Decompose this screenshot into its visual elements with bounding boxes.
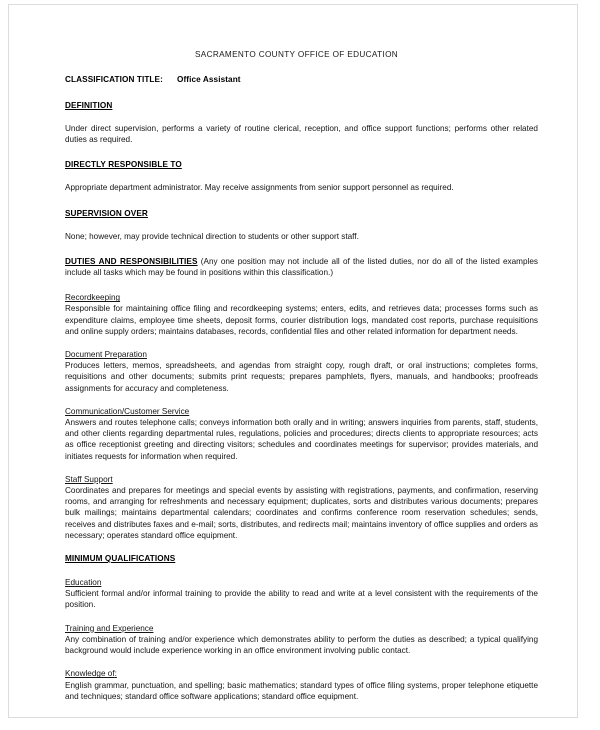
duty-body: Coordinates and prepares for meetings and special events by assisting with registrations, payments, and confirmation, reserving rooms, and arranging for refreshments and necessary equipment; duplicates, sorts and distributes various documents; prepares bulk mailings; maintains departmental calendars; coordinates and confirms conference room reservation schedules; sends, receives and distributes faxes and e-mail; sorts, distributes, and redirects mail; maintains inventory of office supplies and orders as necessary; operates standard office equipment.	[65, 486, 538, 540]
section-body-directly-responsible-to: Appropriate department administrator. May receive assignments from senior support personnel as required.	[65, 183, 454, 193]
duty-item	[65, 474, 538, 541]
duties-heading-qualifier: (Any one position may not include all of the listed duties, nor do all of the listed examples include all tasks which may be found in positions within this classification.)	[65, 256, 538, 278]
qualification-subheading-colon: :	[114, 669, 117, 679]
section-heading-supervision-over: SUPERVISION OVER	[65, 208, 148, 218]
qualification-subheading-knowledge	[65, 668, 538, 679]
section-heading-minimum-qualifications: MINIMUM QUALIFICATIONS	[65, 554, 176, 564]
duty-body: Produces letters, memos, spreadsheets, and agendas from straight copy, rough draft, or oral instructions; completes forms, requisitions and other documents; submits print requests; prepares pamphlets, flyers, manuals, and handbooks; proofreads assignments for accuracy and completeness.	[65, 361, 538, 393]
classification-title-line	[65, 74, 538, 85]
duty-body: Responsible for maintaining office filing and recordkeeping systems; enters, edits, and retrieves data; processes forms such as expenditure claims, employee time sheets, deposit forms, courier distribution logs, mandated cost reports, purchase requisitions and online supply orders; maintains databases, records, confidential files and other related information for department needs.	[65, 304, 538, 336]
qualification-item	[65, 623, 538, 657]
section-body-supervision-over: None; however, may provide technical direction to students or other support staff.	[65, 231, 359, 241]
section-heading-definition: DEFINITION	[65, 101, 113, 110]
qualification-item	[65, 577, 538, 611]
document-page	[8, 4, 578, 718]
organization-title: SACRAMENTO COUNTY OFFICE OF EDUCATION	[194, 50, 399, 59]
duty-item	[65, 292, 538, 337]
duty-subheading: Recordkeeping	[65, 293, 121, 303]
duties-heading-text: DUTIES AND RESPONSIBILITIES	[65, 256, 198, 266]
qualification-subheading: Education	[65, 578, 102, 588]
section-body-definition: Under direct supervision, performs a variety of routine clerical, reception, and office support functions; performs other related duties as required.	[65, 124, 538, 145]
qualification-body: Sufficient formal and/or informal training to provide the ability to read and write at a level consistent with the requirements of the position.	[65, 589, 538, 610]
duty-item	[65, 349, 538, 394]
duty-subheading: Staff Support	[65, 474, 113, 484]
duty-subheading: Document Preparation	[65, 350, 147, 360]
duty-item	[65, 406, 538, 462]
section-heading-directly-responsible-to: DIRECTLY RESPONSIBLE TO	[65, 160, 182, 170]
qualification-body: Any combination of training and/or experience which demonstrates ability to perform the duties as described; a typical qualifying background would include experience working in an office environment involving public contact.	[65, 634, 538, 656]
qualification-subheading-text: Knowledge of	[65, 669, 115, 679]
duty-subheading: Communication/Customer Service	[65, 406, 190, 416]
document-content	[65, 49, 538, 714]
section-heading-duties	[65, 256, 538, 278]
duty-body: Answers and routes telephone calls; conveys information both orally and in writing; answers inquiries from parents, staff, students, and other clients regarding departmental rules, regulations, policies and procedures; directs clients to appropriate resources; acts as office receptionist greeting and directing visitors; schedules and coordinates meetings for supervisor; provides materials, and initiates requests for information when required.	[65, 418, 538, 461]
qualification-item	[65, 668, 538, 702]
classification-value: Office Assistant	[177, 75, 241, 84]
classification-label: CLASSIFICATION TITLE:	[65, 75, 163, 84]
qualification-subheading: Training and Experience	[65, 623, 154, 633]
qualification-body: English grammar, punctuation, and spelling; basic mathematics; standard types of office filing systems, proper telephone etiquette and techniques; standard office software applications; standard office equipment.	[65, 680, 538, 701]
